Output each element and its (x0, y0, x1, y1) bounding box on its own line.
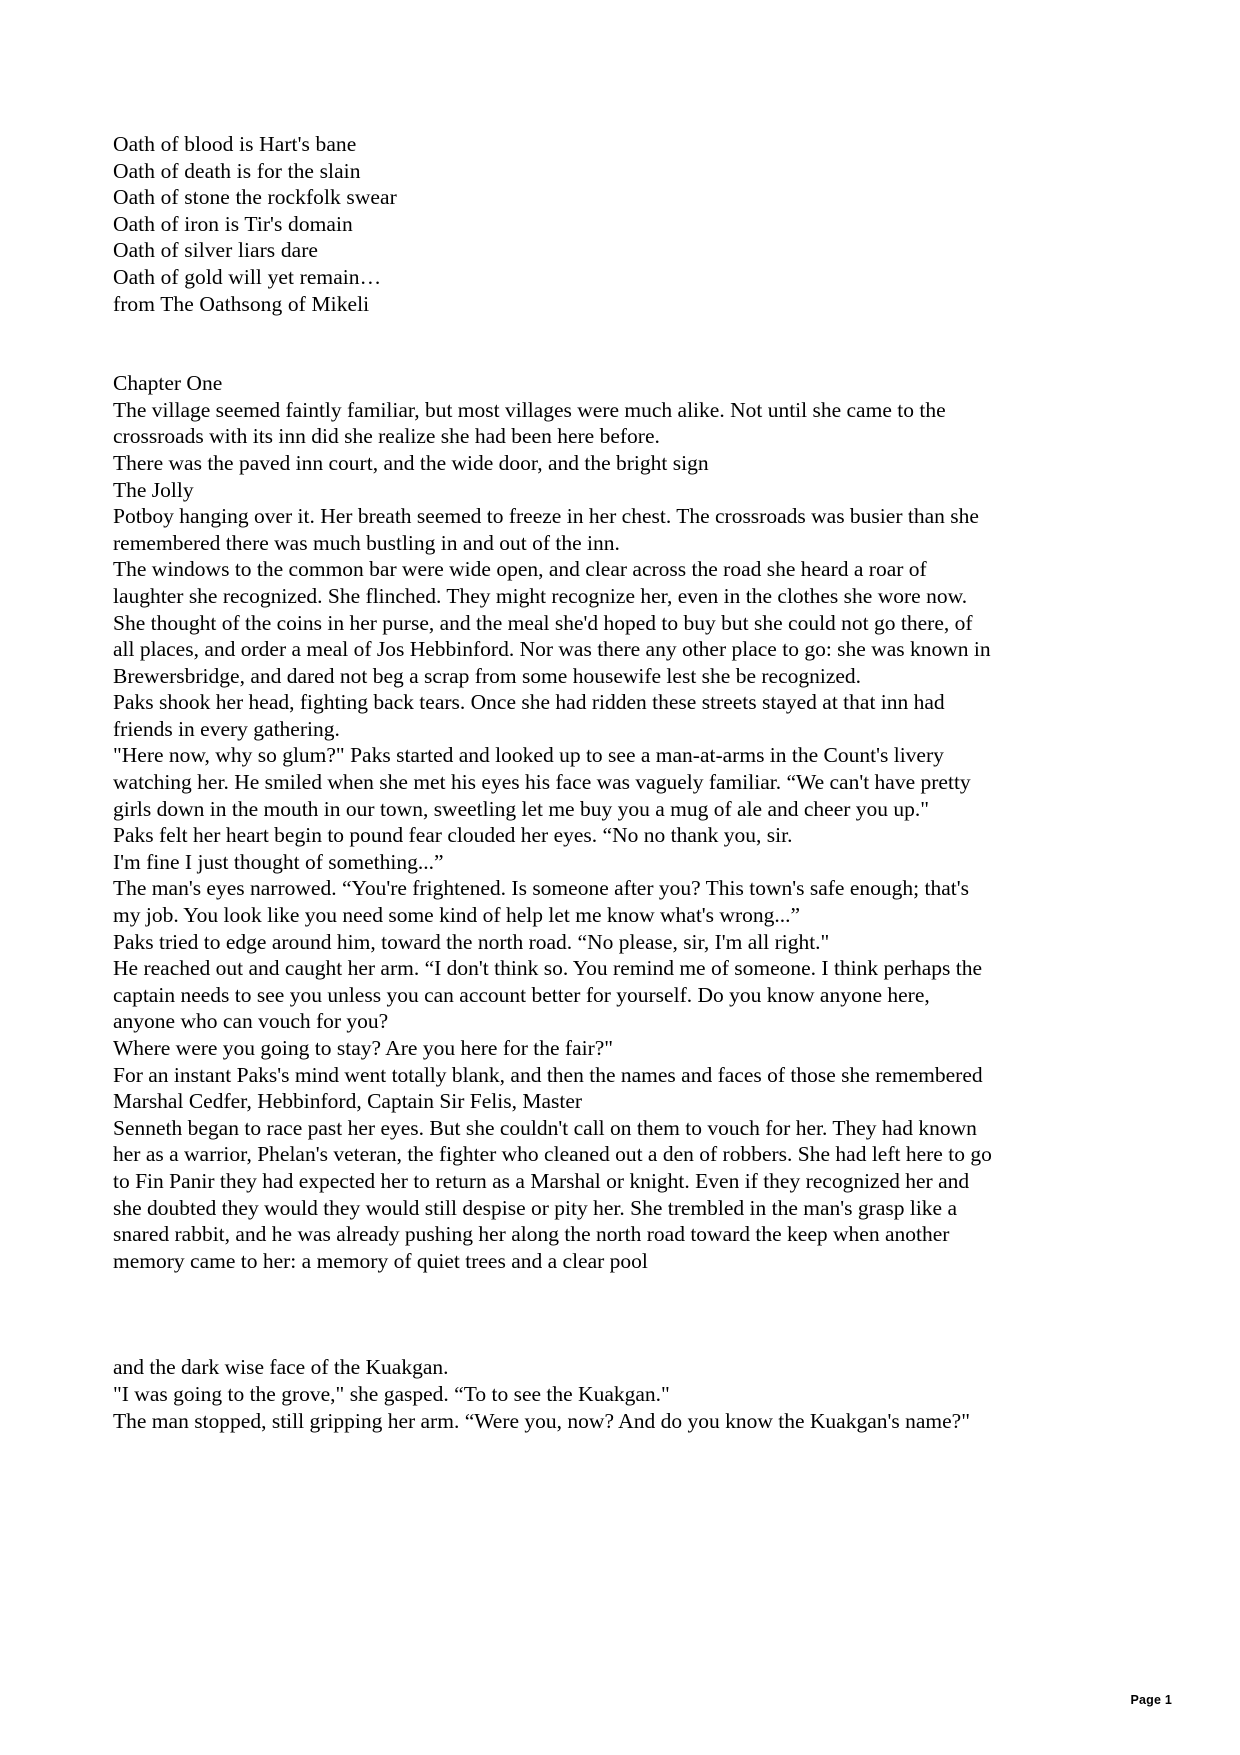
epigraph-line: Oath of gold will yet remain… (113, 264, 382, 289)
body-paragraph: Potboy hanging over it. Her breath seemed to freeze in her chest. The crossroads was busier than she remembered there was much bustling in and out of the inn. (113, 504, 979, 555)
body-paragraph: Brewersbridge, and dared not beg a scrap from some housewife lest she be recognized. (113, 663, 862, 688)
body-paragraph: The windows to the common bar were wide open, and clear across the road she heard a roar of laughter she recognized. She flinched. They might recognize her, even in the clothes she wore now. She thought of the coins in her purse, and the meal she'd hoped to buy but she could not go there, of all places, and order a meal of Jos Hebbinford. Nor was there any other place to go: she was known in (113, 557, 991, 662)
body-paragraph: Senneth began to race past her eyes. But she couldn't call on them to vouch for her. They had known her as a warrior, Phelan's veteran, the fighter who cleaned out a den of robbers. She had left here to go to Fin Panir they had expected her to return as a Marshal or knight. Even if they recognized her and she doubted they would they would still despise or pity her. She trembled in the man's grasp like a snared rabbit, and he was already pushing her along the north road toward the keep when another memory came to her: a memory of quiet trees and a clear pool (113, 1115, 992, 1273)
epigraph-line: Oath of blood is Hart's bane (113, 132, 357, 156)
body-paragraph: The village seemed faintly familiar, but most villages were much alike. Not until she came to the crossroads with its inn did she realize she had been here before. (113, 397, 946, 449)
body-paragraph: "I was going to the grove," she gasped. “To to see the Kuakgan." (113, 1381, 670, 1406)
epigraph-block (113, 131, 995, 317)
body-paragraph: The Jolly (113, 477, 194, 502)
epigraph-attribution: from The Oathsong of Mikeli (113, 291, 370, 316)
chapter-heading: Chapter One (113, 371, 223, 396)
body-paragraph: The man's eyes narrowed. “You're frightened. Is someone after you? This town's safe enough; that's my job. You look like you need some kind of help let me know what's wrong...” (113, 876, 969, 928)
body-paragraph: "Here now, why so glum?" Paks started and looked up to see a man-at-arms in the Count's livery watching her. He smiled when she met his eyes his face was vaguely familiar. “We can't have pretty girls down in the mouth in our town, sweetling let me buy you a mug of ale and cheer you up." (113, 743, 971, 821)
epigraph-line: Oath of death is for the slain (113, 158, 361, 183)
body-paragraph: He reached out and caught her arm. “I don't think so. You remind me of someone. I think perhaps the captain needs to see you unless you can account better for yourself. Do you know anyone here, anyone who can vouch for you? (113, 956, 983, 1034)
spacer (113, 317, 995, 370)
body-paragraph: and the dark wise face of the Kuakgan. (113, 1355, 449, 1380)
page-number-footer: Page 1 (1130, 1693, 1172, 1707)
epigraph-line: Oath of silver liars dare (113, 238, 319, 263)
epigraph-line: Oath of iron is Tir's domain (113, 211, 353, 236)
body-paragraph: Paks tried to edge around him, toward the north road. “No please, sir, I'm all right." (113, 929, 830, 954)
body-paragraph: For an instant Paks's mind went totally blank, and then the names and faces of those she remembered Marshal Cedfer, Hebbinford, Captain Sir Felis, Master (113, 1062, 983, 1114)
body-paragraph: There was the paved inn court, and the wide door, and the bright sign (113, 450, 709, 475)
body-paragraph: Paks felt her heart begin to pound fear clouded her eyes. “No no thank you, sir. (113, 823, 793, 848)
body-paragraph: Paks shook her head, fighting back tears. Once she had ridden these streets stayed at that inn had friends in every gathering. (113, 690, 945, 741)
body-paragraph: I'm fine I just thought of something...” (113, 849, 444, 874)
epigraph-line: Oath of stone the rockfolk swear (113, 185, 397, 210)
body-paragraph: Where were you going to stay? Are you here for the fair?" (113, 1036, 614, 1060)
section-break-spacer (113, 1274, 995, 1354)
page-content (113, 131, 995, 1434)
body-paragraph: The man stopped, still gripping her arm. “Were you, now? And do you know the Kuakgan's name?" (113, 1408, 970, 1433)
